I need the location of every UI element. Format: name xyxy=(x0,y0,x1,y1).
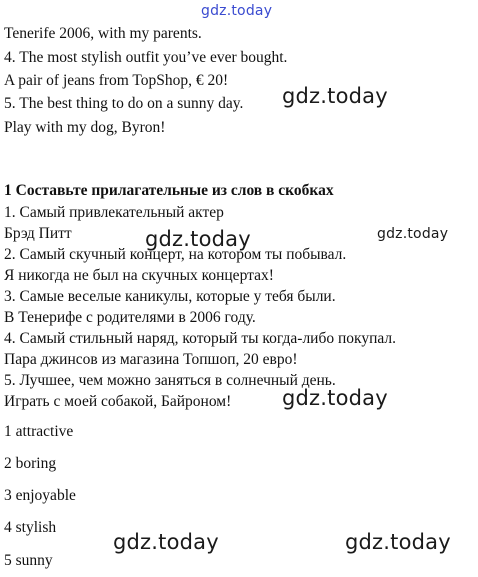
watermark: gdz.today xyxy=(145,227,251,251)
answer-item: 2 boring xyxy=(4,455,57,472)
russian-line: 5. Лучшее, чем можно заняться в солнечный день. xyxy=(4,372,336,389)
watermark: gdz.today xyxy=(282,386,388,410)
english-line: A pair of jeans from TopShop, € 20! xyxy=(4,72,229,89)
task-heading: 1 Составьте прилагательные из слов в скобках xyxy=(4,182,334,199)
russian-line: Я никогда не был на скучных концертах! xyxy=(4,267,274,284)
russian-line: В Тенерифе с родителями в 2006 году. xyxy=(4,309,256,326)
russian-line: 1. Самый привлекательный актер xyxy=(4,204,224,221)
watermark: gdz.today xyxy=(282,84,388,108)
watermark: gdz.today xyxy=(113,530,219,554)
english-line: 5. The best thing to do on a sunny day. xyxy=(4,95,244,112)
watermark: gdz.today xyxy=(201,3,273,19)
answer-item: 1 attractive xyxy=(4,423,74,440)
russian-line: 4. Самый стильный наряд, который ты когда-либо покупал. xyxy=(4,330,397,347)
answer-item: 3 enjoyable xyxy=(4,487,76,504)
russian-line: Пара джинсов из магазина Топшоп, 20 евро! xyxy=(4,351,298,368)
russian-line: Брэд Питт xyxy=(4,225,72,242)
russian-line: 2. Самый скучный концерт, на котором ты побывал. xyxy=(4,246,347,263)
russian-line: Играть с моей собакой, Байроном! xyxy=(4,393,232,410)
english-line: 4. The most stylish outfit you’ve ever bought. xyxy=(4,49,288,66)
answer-item: 5 sunny xyxy=(4,552,53,569)
answer-item: 4 stylish xyxy=(4,519,57,536)
watermark: gdz.today xyxy=(345,530,451,554)
russian-line: 3. Самые веселые каникулы, которые у тебя были. xyxy=(4,288,336,305)
watermark: gdz.today xyxy=(377,226,449,242)
english-line: Play with my dog, Byron! xyxy=(4,119,166,136)
english-line: Tenerife 2006, with my parents. xyxy=(4,25,202,42)
